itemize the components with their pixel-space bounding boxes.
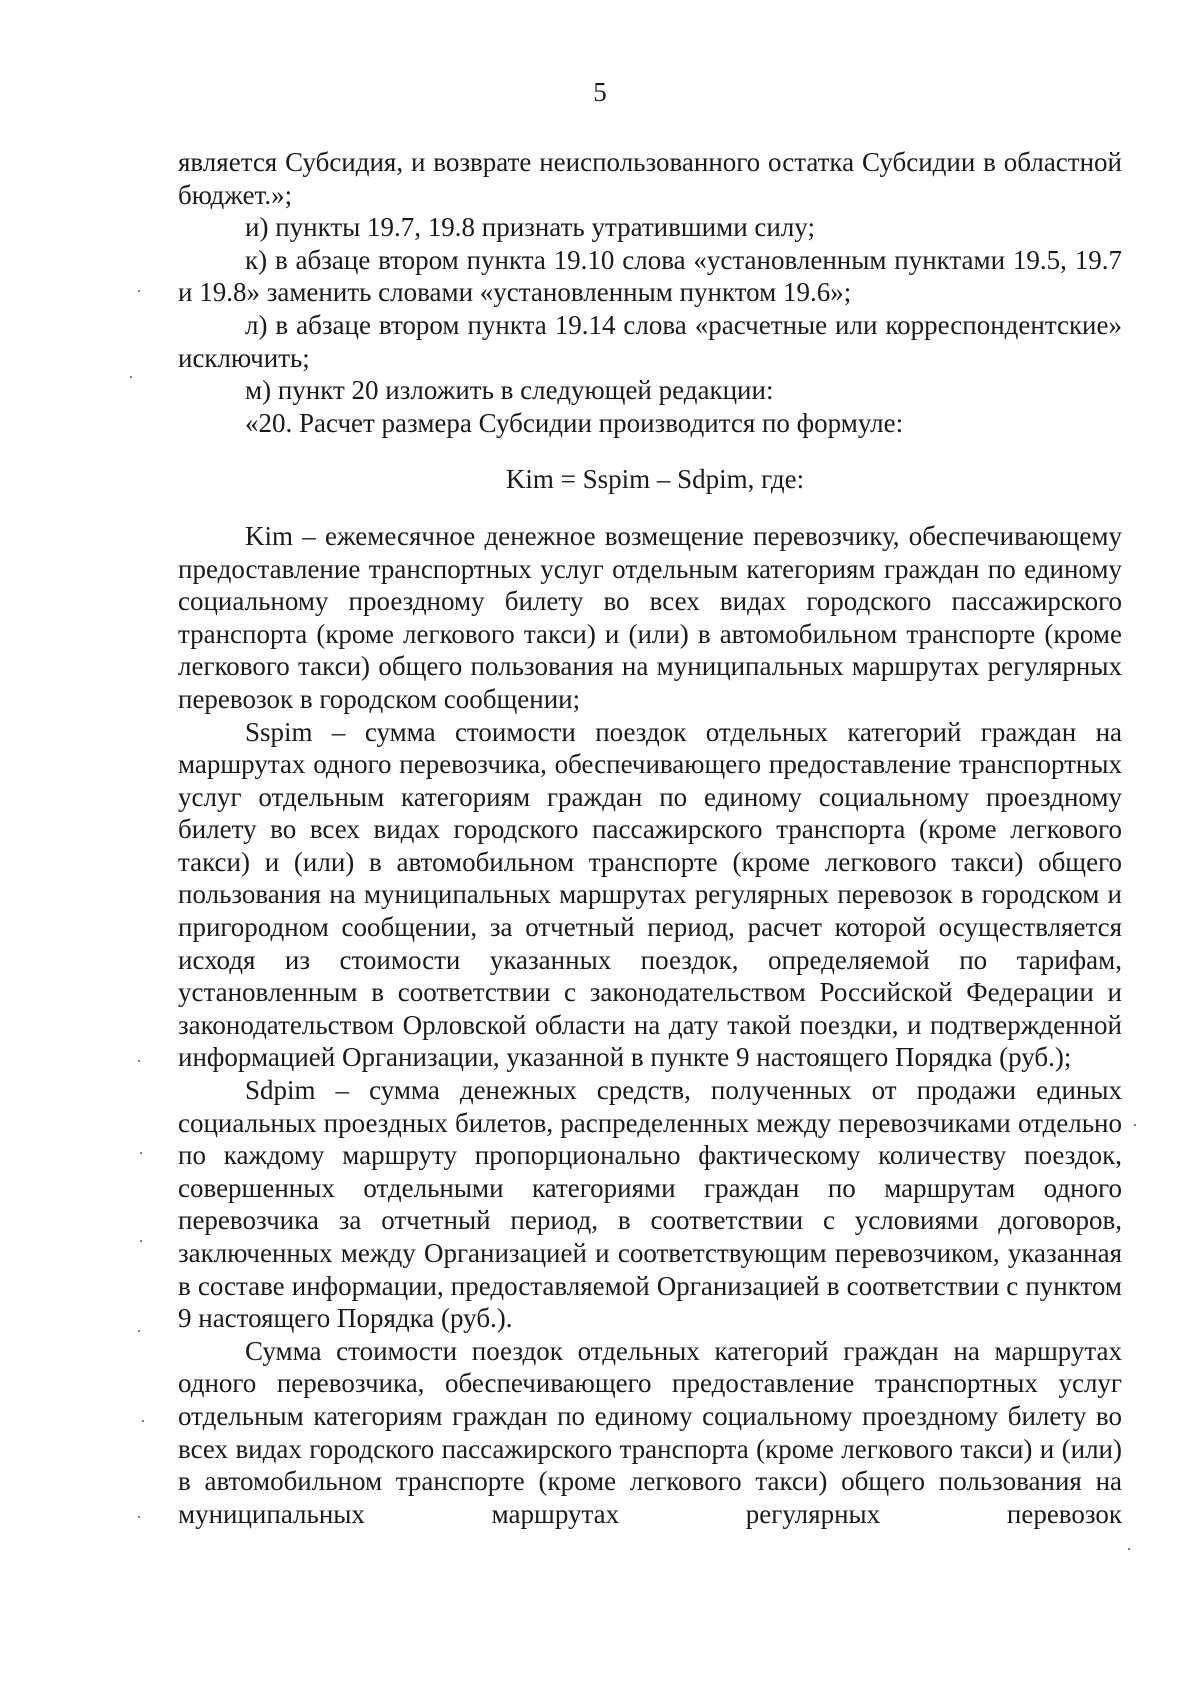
scan-speck bbox=[140, 1240, 142, 1242]
paragraph-item-m: м) пункт 20 изложить в следующей редакции: bbox=[245, 375, 774, 406]
paragraph-item-i: и) пункты 19.7, 19.8 признать утратившими силу; bbox=[245, 212, 815, 243]
scan-speck bbox=[138, 1330, 140, 1332]
formula: Kim = Sspim – Sdpim, где: bbox=[505, 464, 805, 495]
document-body bbox=[178, 146, 1122, 1530]
scan-speck bbox=[1134, 1124, 1136, 1126]
paragraph-sdpim-definition: Sdpim – сумма денежных средств, полученных от продажи единых социальных проездных билетов, распределенных между перевозчиками отдельно по каждому маршруту пропорционально фактическому количеству поездок, совершенных отдельными категориями граждан по маршрутам одного перевозчика за отчетный период, в соответствии с условиями договоров, заключенных между Организацией и соответствующим перевозчиком, указанная в составе информации, предоставляемой Организацией в соответствии с пунктом 9 настоящего Порядка (руб.). bbox=[178, 1075, 1122, 1334]
page-number: 5 bbox=[593, 77, 607, 107]
paragraph-item-l: л) в абзаце втором пункта 19.14 слова «расчетные или корреспондентские» исключить; bbox=[178, 309, 1122, 373]
paragraph-point-20: «20. Расчет размера Субсидии производится по формуле: bbox=[245, 407, 904, 438]
paragraph-kim-definition: Kim – ежемесячное денежное возмещение перевозчику, обеспечивающему предоставление транспортных услуг отдельным категориям граждан по единому социальному проездному билету во всех видах городского пассажирского транспорта (кроме легкового такси) и (или) в автомобильном транспорте (кроме легкового такси) общего пользования на муниципальных маршрутах регулярных перевозок в городском сообщении; bbox=[178, 520, 1122, 714]
scan-speck bbox=[130, 376, 132, 378]
scan-speck bbox=[140, 1152, 142, 1154]
scan-speck bbox=[1128, 1548, 1130, 1550]
paragraph-continuation: является Субсидия, и возврате неиспользованного остатка Субсидии в областной бюджет.»; bbox=[178, 147, 1122, 210]
scan-speck bbox=[138, 1060, 140, 1062]
scan-speck bbox=[142, 1420, 144, 1422]
scan-speck bbox=[138, 1516, 140, 1518]
paragraph-sspim-definition: Sspim – сумма стоимости поездок отдельных категорий граждан на маршрутах одного перевозчика, обеспечивающего предоставление транспортных услуг отдельным категориям граждан по единому социальному проездному билету во всех видах городского пассажирского транспорта (кроме легкового такси) и (или) в автомобильном транспорте (кроме легкового такси) общего пользования на муниципальных маршрутах регулярных перевозок в городском и пригородном сообщении, за отчетный период, расчет которой осуществляется исходя из стоимости указанных поездок, определяемой по тарифам, установленным в соответствии с законодательством Российской Федерации и законодательством Орловской области на дату такой поездки, и подтвержденной информацией Организации, указанной в пункте 9 настоящего Порядка (руб.); bbox=[178, 716, 1122, 1073]
paragraph-sum-cost: Сумма стоимости поездок отдельных категорий граждан на маршрутах одного перевозчика, обеспечивающего предоставление транспортных услуг отдельным категориям граждан по единому социальному проездному билету во всех видах городского пассажирского транспорта (кроме легкового такси) и (или) в автомобильном транспорте (кроме легкового такси) общего пользования на муниципальных маршрутах регулярных перевозок bbox=[178, 1335, 1122, 1529]
paragraph-item-k: к) в абзаце втором пункта 19.10 слова «установленным пунктами 19.5, 19.7 и 19.8» заменить словами «установленным пунктом 19.6»; bbox=[178, 244, 1122, 308]
scan-speck bbox=[138, 290, 140, 292]
